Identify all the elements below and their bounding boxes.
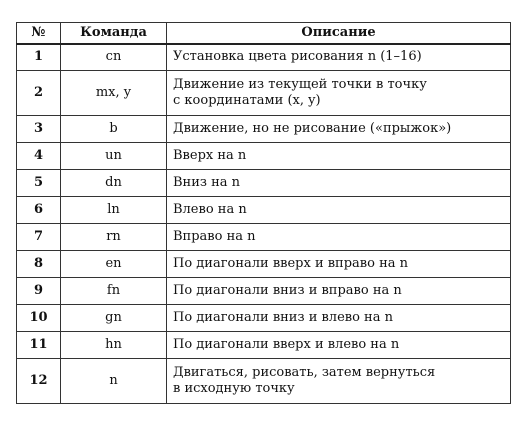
table-row <box>17 44 511 71</box>
row-number: 2 <box>17 71 61 116</box>
row-number: 10 <box>17 305 61 332</box>
table-row <box>17 224 511 251</box>
description-text: Вверх на n <box>173 148 247 163</box>
description-text: По диагонали вверх и влево на n <box>173 337 400 352</box>
description-text: Движение, но не рисование («прыжок») <box>173 121 452 136</box>
table-row <box>17 305 511 332</box>
table-row <box>17 332 511 359</box>
table-row <box>17 197 511 224</box>
row-number: 7 <box>17 224 61 251</box>
row-command: fn <box>61 278 167 305</box>
row-command: cn <box>61 44 167 71</box>
row-description <box>167 278 511 305</box>
row-description <box>167 332 511 359</box>
table-row <box>17 251 511 278</box>
row-command: rn <box>61 224 167 251</box>
table-row <box>17 170 511 197</box>
table-row <box>17 359 511 404</box>
row-command: un <box>61 143 167 170</box>
row-number: 11 <box>17 332 61 359</box>
description-text: Двигаться, рисовать, затем вернуться в исходную точку <box>173 365 436 396</box>
row-number: 1 <box>17 44 61 71</box>
header-number: № <box>17 23 61 44</box>
row-number: 9 <box>17 278 61 305</box>
description-text: Установка цвета рисования n (1–16) <box>173 49 422 65</box>
row-description <box>167 71 511 116</box>
description-text: По диагонали вниз и влево на n <box>173 310 393 325</box>
table-row <box>17 143 511 170</box>
header-description: Описание <box>167 23 511 44</box>
row-command: n <box>61 359 167 404</box>
row-number: 6 <box>17 197 61 224</box>
description-text: Вниз на n <box>173 175 241 190</box>
description-text: По диагонали вверх и вправо на n <box>173 256 408 271</box>
table-row <box>17 116 511 143</box>
row-number: 5 <box>17 170 61 197</box>
row-description <box>167 224 511 251</box>
row-command: ln <box>61 197 167 224</box>
row-number: 12 <box>17 359 61 404</box>
table-header-row <box>17 23 511 44</box>
row-command: mx, y <box>61 71 167 116</box>
command-table <box>16 22 511 404</box>
row-command: b <box>61 116 167 143</box>
row-description <box>167 305 511 332</box>
row-description <box>167 143 511 170</box>
row-command: gn <box>61 305 167 332</box>
row-description <box>167 359 511 404</box>
header-command: Команда <box>61 23 167 44</box>
row-description <box>167 170 511 197</box>
description-text: Вправо на n <box>173 229 256 244</box>
row-description <box>167 116 511 143</box>
table-row <box>17 71 511 116</box>
row-command: hn <box>61 332 167 359</box>
row-number: 3 <box>17 116 61 143</box>
description-text: Влево на n <box>173 202 247 217</box>
description-text: По диагонали вниз и вправо на n <box>173 283 402 298</box>
table-row <box>17 278 511 305</box>
row-number: 8 <box>17 251 61 278</box>
row-description <box>167 197 511 224</box>
row-description <box>167 44 511 71</box>
row-description <box>167 251 511 278</box>
row-command: en <box>61 251 167 278</box>
row-command: dn <box>61 170 167 197</box>
description-text: Движение из текущей точки в точку с координатами (x, y) <box>173 77 427 108</box>
row-number: 4 <box>17 143 61 170</box>
